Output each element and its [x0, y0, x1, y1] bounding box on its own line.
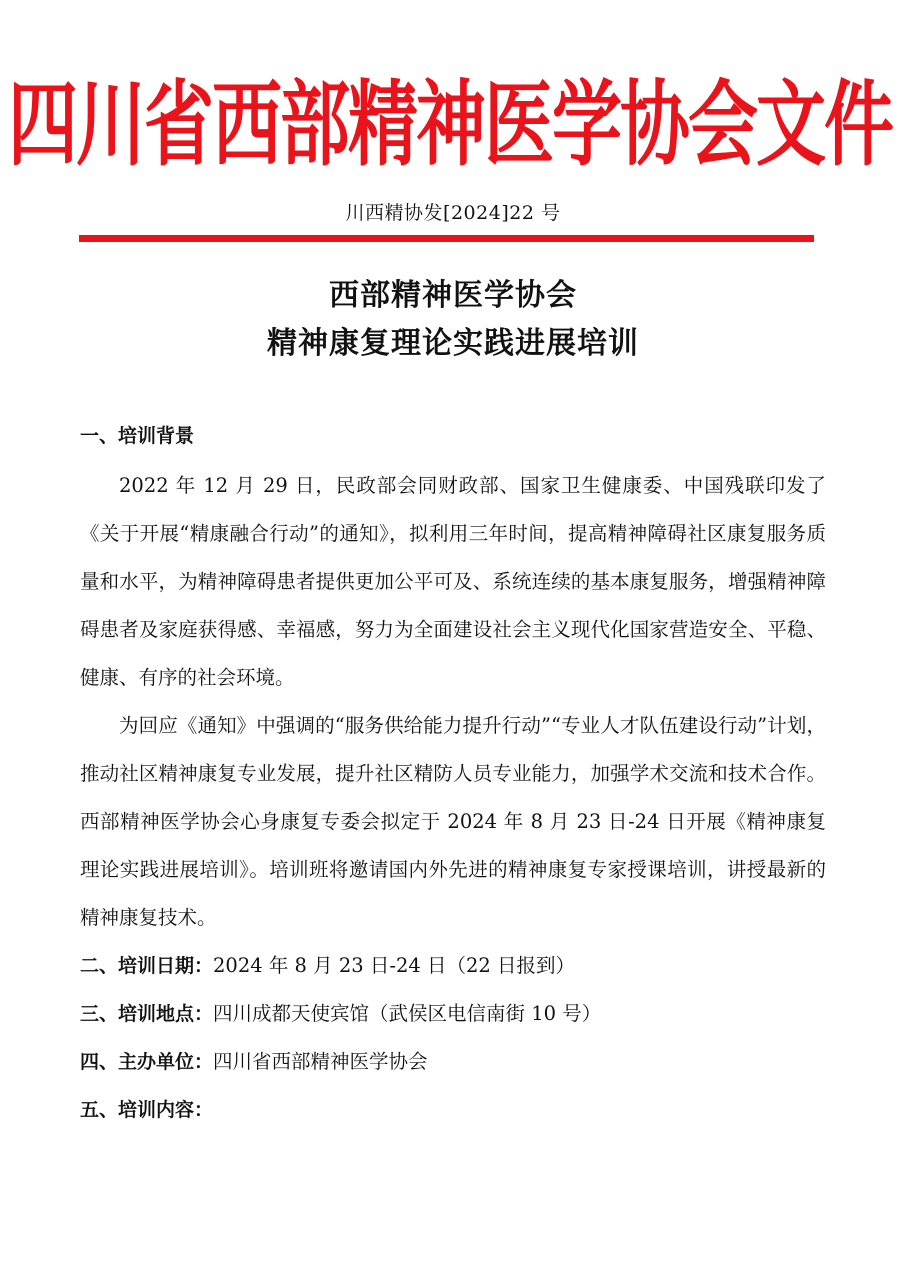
training-location-label: 三、培训地点： — [80, 1003, 214, 1025]
background-paragraph-2: 为回应《通知》中强调的“服务供给能力提升行动”“专业人才队伍建设行动”计划，推动社区精神康复专业发展，提升社区精防人员专业能力，加强学术交流和技术合作。西部精神医学协会心身康复专委会拟定于 2024 年 8 月 23 日-24 日开展《精神康复理论实践进展培训》。培训班将邀请国内外先进的精神康复专家授课培训，讲授最新的精神康复技术。 — [80, 714, 826, 929]
training-date-row — [80, 942, 826, 990]
red-divider-line — [79, 235, 814, 242]
training-location-value: 四川成都天使宾馆（武侯区电信南街 10 号） — [213, 1002, 602, 1025]
document-number: 川西精协发[2024]22 号 — [345, 202, 561, 224]
training-location-row — [80, 990, 826, 1038]
organizer-label: 四、主办单位： — [80, 1051, 214, 1073]
organizer-row — [80, 1038, 826, 1086]
section-heading-background: 一、培训背景 — [80, 425, 195, 447]
document-title-line2: 精神康复理论实践进展培训 — [267, 326, 639, 361]
training-date-label: 二、培训日期： — [80, 955, 214, 977]
masthead-title: 四川省西部精神医学协会文件 — [8, 70, 892, 179]
document-body — [80, 412, 826, 1134]
background-paragraph-1: 2022 年 12 月 29 日，民政部会同财政部、国家卫生健康委、中国残联印发了《关于开展“精康融合行动”的通知》，拟利用三年时间，提高精神障碍社区康复服务质量和水平，为精神障碍患者提供更加公平可及、系统连续的基本康复服务，增强精神障碍患者及家庭获得感、幸福感，努力为全面建设社会主义现代化国家营造安全、平稳、健康、有序的社会环境。 — [80, 474, 826, 689]
organizer-value: 四川省西部精神医学协会 — [213, 1050, 428, 1073]
document-title-line1: 西部精神医学协会 — [329, 278, 577, 313]
training-content-label: 五、培训内容： — [80, 1099, 214, 1121]
training-date-value: 2024 年 8 月 23 日-24 日（22 日报到） — [213, 954, 575, 977]
training-content-row — [80, 1086, 826, 1134]
